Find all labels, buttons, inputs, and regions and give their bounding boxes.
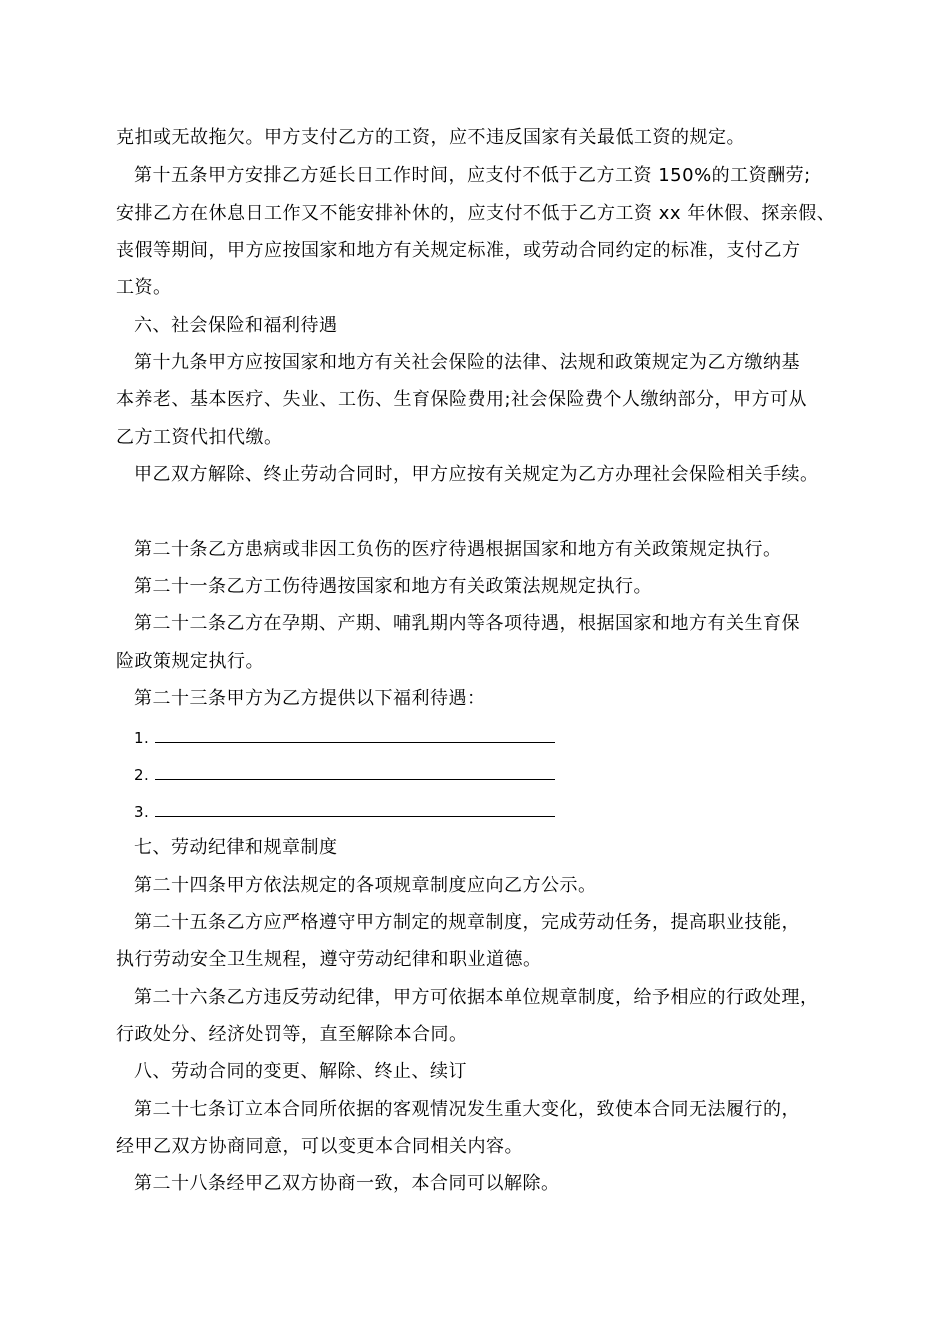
text-line: 第二十二条乙方在孕期、产期、哺乳期内等各项待遇，根据国家和地方有关生育保	[134, 613, 800, 634]
text-line: 险政策规定执行。	[116, 651, 264, 672]
text-line: 第二十四条甲方依法规定的各项规章制度应向乙方公示。	[134, 875, 597, 896]
text-line: 第二十六条乙方违反劳动纪律，甲方可依据本单位规章制度，给予相应的行政处理，	[134, 987, 819, 1008]
text-line: 执行劳动安全卫生规程，遵守劳动纪律和职业道德。	[116, 949, 542, 970]
blank-item-number: 2.	[134, 766, 150, 784]
blank-item-number: 1.	[134, 729, 150, 747]
text-line: 第十九条甲方应按国家和地方有关社会保险的法律、法规和政策规定为乙方缴纳基	[134, 352, 800, 373]
text-line: 工资。	[116, 277, 172, 298]
section-heading: 八、劳动合同的变更、解除、终止、续订	[134, 1061, 467, 1082]
text-line: 第二十五条乙方应严格遵守甲方制定的规章制度，完成劳动任务，提高职业技能，	[134, 912, 800, 933]
text-line: 第二十七条订立本合同所依据的客观情况发生重大变化，致使本合同无法履行的，	[134, 1099, 800, 1120]
section-heading: 六、社会保险和福利待遇	[134, 315, 338, 336]
section-heading: 七、劳动纪律和规章制度	[134, 837, 338, 858]
text-line: 乙方工资代扣代缴。	[116, 427, 283, 448]
text-line: 安排乙方在休息日工作又不能安排补休的，应支付不低于乙方工资 xx 年休假、探亲假、	[116, 203, 836, 224]
text-line: 第二十一条乙方工伤待遇按国家和地方有关政策法规规定执行。	[134, 576, 652, 597]
text-line: 第二十条乙方患病或非因工负伤的医疗待遇根据国家和地方有关政策规定执行。	[134, 539, 782, 560]
fill-in-blank[interactable]	[155, 762, 555, 780]
text-line: 克扣或无故拖欠。甲方支付乙方的工资，应不违反国家有关最低工资的规定。	[116, 127, 745, 148]
text-line: 丧假等期间，甲方应按国家和地方有关规定标准，或劳动合同约定的标准，支付乙方	[116, 240, 801, 261]
text-line: 行政处分、经济处罚等，直至解除本合同。	[116, 1024, 468, 1045]
blank-item-2	[134, 762, 555, 786]
fill-in-blank[interactable]	[155, 725, 555, 743]
blank-item-3	[134, 799, 555, 823]
text-line: 本养老、基本医疗、失业、工伤、生育保险费用;社会保险费个人缴纳部分，甲方可从	[116, 389, 808, 410]
blank-item-1	[134, 725, 555, 749]
blank-item-number: 3.	[134, 803, 150, 821]
text-line: 甲乙双方解除、终止劳动合同时，甲方应按有关规定为乙方办理社会保险相关手续。	[134, 464, 819, 485]
text-line: 第十五条甲方安排乙方延长日工作时间，应支付不低于乙方工资 150%的工资酬劳;	[134, 165, 811, 186]
text-line: 经甲乙双方协商同意，可以变更本合同相关内容。	[116, 1136, 523, 1157]
text-line: 第二十三条甲方为乙方提供以下福利待遇：	[134, 688, 486, 709]
text-line: 第二十八条经甲乙双方协商一致，本合同可以解除。	[134, 1173, 560, 1194]
fill-in-blank[interactable]	[155, 799, 555, 817]
